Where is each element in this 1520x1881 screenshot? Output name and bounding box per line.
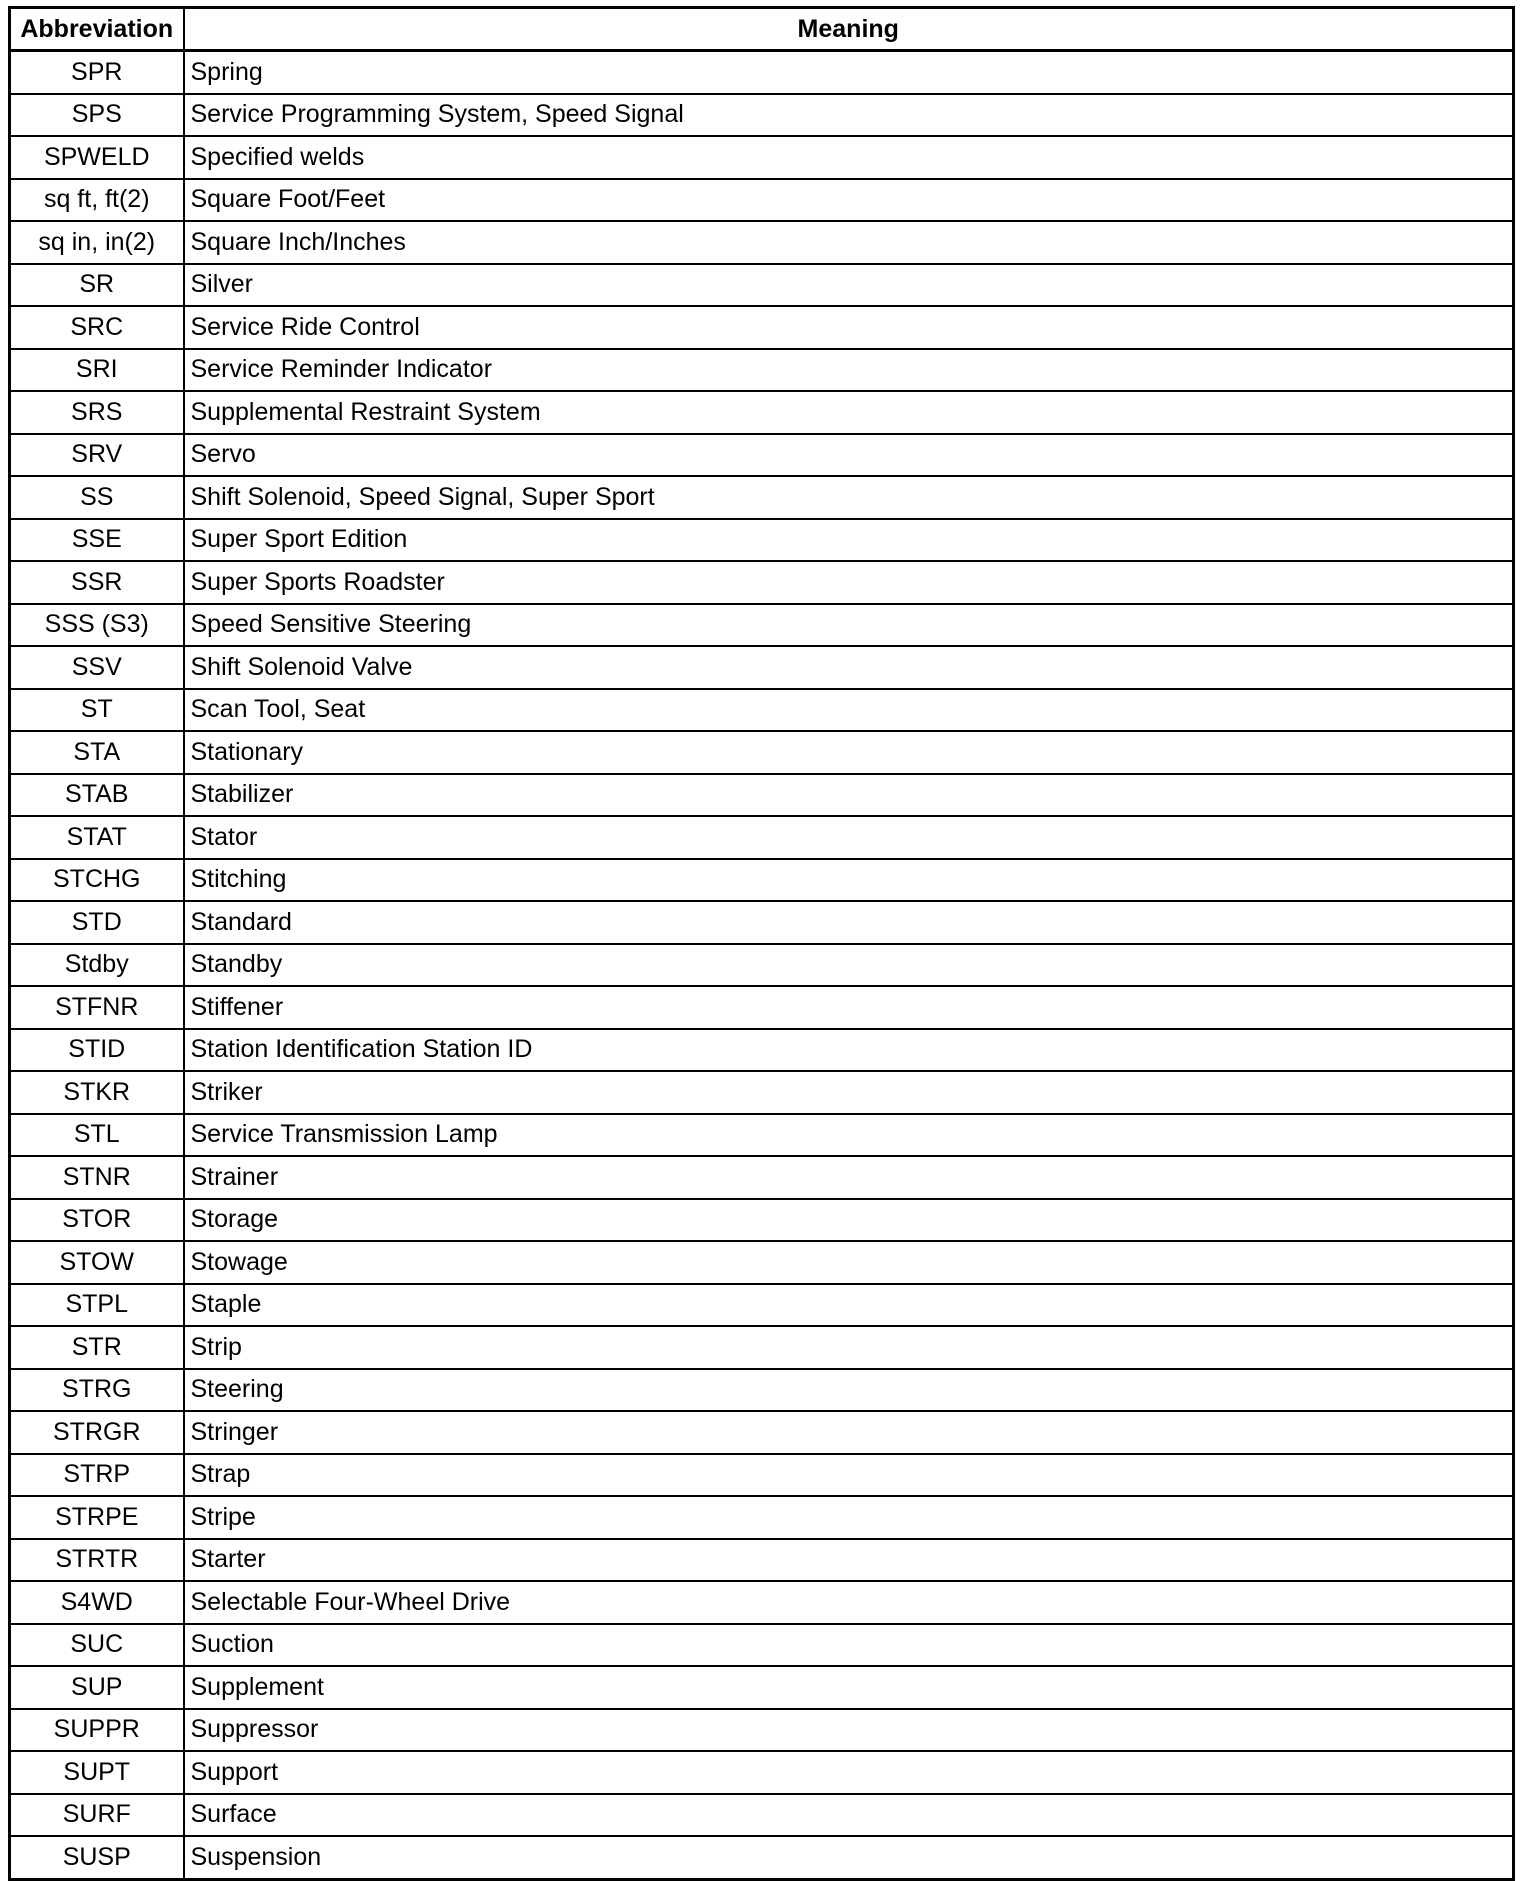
meaning-cell: Spring	[184, 51, 1514, 94]
abbreviation-cell: STOR	[10, 1199, 184, 1242]
table-row	[10, 689, 1514, 732]
abbreviation-cell: STPL	[10, 1284, 184, 1327]
abbreviation-cell: sq in, in(2)	[10, 221, 184, 264]
table-row	[10, 1666, 1514, 1709]
table-row	[10, 476, 1514, 519]
table-row	[10, 1156, 1514, 1199]
abbreviation-cell: STCHG	[10, 859, 184, 902]
abbreviation-cell: STD	[10, 901, 184, 944]
meaning-cell: Stowage	[184, 1241, 1514, 1284]
abbreviation-column-header: Abbreviation	[10, 8, 184, 51]
abbreviation-cell: SUC	[10, 1624, 184, 1667]
abbreviation-cell: SSE	[10, 519, 184, 562]
meaning-cell: Staple	[184, 1284, 1514, 1327]
table-row	[10, 1496, 1514, 1539]
abbreviation-cell: SPR	[10, 51, 184, 94]
meaning-cell: Servo	[184, 434, 1514, 477]
abbreviation-cell: SURF	[10, 1794, 184, 1837]
abbreviation-cell: STID	[10, 1029, 184, 1072]
abbreviation-cell: sq ft, ft(2)	[10, 179, 184, 222]
abbreviation-cell: SRC	[10, 306, 184, 349]
table-row	[10, 391, 1514, 434]
meaning-cell: Supplemental Restraint System	[184, 391, 1514, 434]
abbreviation-cell: STAB	[10, 774, 184, 817]
meaning-cell: Specified welds	[184, 136, 1514, 179]
abbreviation-cell: SPS	[10, 94, 184, 137]
table-row	[10, 774, 1514, 817]
meaning-cell: Service Ride Control	[184, 306, 1514, 349]
table-row	[10, 434, 1514, 477]
meaning-cell: Supplement	[184, 1666, 1514, 1709]
abbreviation-cell: STKR	[10, 1071, 184, 1114]
abbreviation-cell: SPWELD	[10, 136, 184, 179]
meaning-cell: Scan Tool, Seat	[184, 689, 1514, 732]
meaning-cell: Strap	[184, 1454, 1514, 1497]
meaning-cell: Surface	[184, 1794, 1514, 1837]
abbreviation-cell: STNR	[10, 1156, 184, 1199]
table-row	[10, 51, 1514, 94]
meaning-cell: Stiffener	[184, 986, 1514, 1029]
meaning-cell: Striker	[184, 1071, 1514, 1114]
table-row	[10, 731, 1514, 774]
table-row	[10, 1199, 1514, 1242]
abbreviation-cell: STA	[10, 731, 184, 774]
abbreviation-cell: STOW	[10, 1241, 184, 1284]
meaning-cell: Selectable Four-Wheel Drive	[184, 1581, 1514, 1624]
table-row	[10, 944, 1514, 987]
table-row	[10, 1284, 1514, 1327]
meaning-cell: Super Sports Roadster	[184, 561, 1514, 604]
table-row	[10, 306, 1514, 349]
meaning-cell: Standby	[184, 944, 1514, 987]
abbreviation-cell: SUP	[10, 1666, 184, 1709]
abbreviation-cell: STRPE	[10, 1496, 184, 1539]
meaning-cell: Strip	[184, 1326, 1514, 1369]
abbreviation-cell: SRV	[10, 434, 184, 477]
meaning-cell: Stringer	[184, 1411, 1514, 1454]
table-row	[10, 1794, 1514, 1837]
meaning-cell: Speed Sensitive Steering	[184, 604, 1514, 647]
abbreviation-cell: STRTR	[10, 1539, 184, 1582]
abbreviation-cell: SRS	[10, 391, 184, 434]
abbreviation-cell: SUPT	[10, 1751, 184, 1794]
table-row	[10, 1241, 1514, 1284]
meaning-cell: Support	[184, 1751, 1514, 1794]
meaning-cell: Stitching	[184, 859, 1514, 902]
table-row	[10, 1454, 1514, 1497]
table-row	[10, 1836, 1514, 1879]
table-row	[10, 1071, 1514, 1114]
meaning-cell: Square Inch/Inches	[184, 221, 1514, 264]
abbreviation-cell: STAT	[10, 816, 184, 859]
abbreviation-cell: ST	[10, 689, 184, 732]
abbreviation-cell: SUPPR	[10, 1709, 184, 1752]
abbreviation-cell: SSV	[10, 646, 184, 689]
table-row	[10, 1114, 1514, 1157]
table-row	[10, 349, 1514, 392]
abbreviation-sheet	[8, 6, 1512, 1881]
abbreviation-cell: Stdby	[10, 944, 184, 987]
table-row	[10, 264, 1514, 307]
abbreviation-cell: STRG	[10, 1369, 184, 1412]
abbreviation-cell: SSR	[10, 561, 184, 604]
abbreviation-table	[8, 6, 1515, 1881]
table-row	[10, 816, 1514, 859]
abbreviation-cell: STRGR	[10, 1411, 184, 1454]
meaning-cell: Square Foot/Feet	[184, 179, 1514, 222]
table-row	[10, 179, 1514, 222]
meaning-cell: Silver	[184, 264, 1514, 307]
abbreviation-cell: S4WD	[10, 1581, 184, 1624]
meaning-cell: Super Sport Edition	[184, 519, 1514, 562]
table-row	[10, 1581, 1514, 1624]
abbreviation-cell: STFNR	[10, 986, 184, 1029]
abbreviation-cell: SR	[10, 264, 184, 307]
table-row	[10, 94, 1514, 137]
table-row	[10, 901, 1514, 944]
abbreviation-cell: SSS (S3)	[10, 604, 184, 647]
table-row	[10, 519, 1514, 562]
table-row	[10, 1624, 1514, 1667]
table-row	[10, 646, 1514, 689]
meaning-cell: Storage	[184, 1199, 1514, 1242]
table-row	[10, 859, 1514, 902]
table-row	[10, 1411, 1514, 1454]
table-row	[10, 136, 1514, 179]
abbreviation-cell: STL	[10, 1114, 184, 1157]
meaning-cell: Service Programming System, Speed Signal	[184, 94, 1514, 137]
table-row	[10, 1709, 1514, 1752]
meaning-cell: Strainer	[184, 1156, 1514, 1199]
table-body	[10, 51, 1514, 1880]
abbreviation-cell: STR	[10, 1326, 184, 1369]
abbreviation-cell: SUSP	[10, 1836, 184, 1879]
table-header-row	[10, 8, 1514, 51]
abbreviation-cell: STRP	[10, 1454, 184, 1497]
meaning-cell: Suction	[184, 1624, 1514, 1667]
meaning-cell: Starter	[184, 1539, 1514, 1582]
meaning-cell: Stripe	[184, 1496, 1514, 1539]
meaning-cell: Steering	[184, 1369, 1514, 1412]
table-row	[10, 1029, 1514, 1072]
meaning-cell: Standard	[184, 901, 1514, 944]
table-row	[10, 1539, 1514, 1582]
meaning-cell: Suppressor	[184, 1709, 1514, 1752]
abbreviation-cell: SRI	[10, 349, 184, 392]
abbreviation-cell: SS	[10, 476, 184, 519]
meaning-cell: Suspension	[184, 1836, 1514, 1879]
table-row	[10, 561, 1514, 604]
table-row	[10, 1751, 1514, 1794]
meaning-cell: Stator	[184, 816, 1514, 859]
table-row	[10, 221, 1514, 264]
meaning-cell: Service Reminder Indicator	[184, 349, 1514, 392]
table-row	[10, 1369, 1514, 1412]
meaning-cell: Shift Solenoid Valve	[184, 646, 1514, 689]
meaning-cell: Station Identification Station ID	[184, 1029, 1514, 1072]
meaning-column-header: Meaning	[184, 8, 1514, 51]
table-row	[10, 986, 1514, 1029]
table-row	[10, 604, 1514, 647]
meaning-cell: Stabilizer	[184, 774, 1514, 817]
meaning-cell: Shift Solenoid, Speed Signal, Super Sport	[184, 476, 1514, 519]
meaning-cell: Service Transmission Lamp	[184, 1114, 1514, 1157]
table-row	[10, 1326, 1514, 1369]
meaning-cell: Stationary	[184, 731, 1514, 774]
